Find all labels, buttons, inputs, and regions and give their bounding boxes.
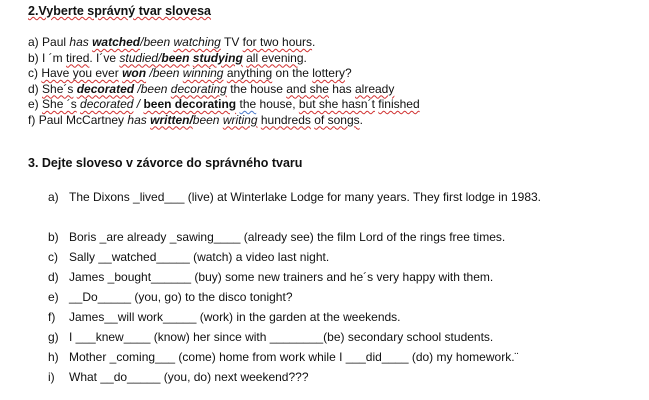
exercise-2-item: b) I ´m tired. I´ve studied/been studying all evening. [28, 50, 307, 65]
exercise-2-item: c) Have you ever won /been winning anything on the lottery? [28, 66, 352, 80]
exercise-3-item: i) What __do_____ (you, do) next weekend??? [48, 370, 309, 384]
exercise-3-item: e) __Do_____ (you, go) to the disco tonight? [48, 290, 293, 304]
exercise-3-item: g) I ___knew____ (know) her since with ________(be) secondary school students. [48, 330, 494, 344]
section-3-title: 3. Dejte sloveso v závorce do správného tvaru [28, 156, 303, 170]
exercise-3-item: c) Sally __watched_____ (watch) a video last night. [48, 250, 330, 264]
section-3-heading [28, 156, 302, 170]
exercise-2-item: a) Paul has watched/been watching TV for two hours. [28, 35, 316, 49]
exercise-3-list [48, 187, 608, 387]
exercise-3-item: h) Mother _coming___ (come) home from work while I ___did____ (do) my homework.¨ [48, 350, 519, 364]
exercise-2-list [28, 35, 420, 128]
exercise-3-item: d) James _bought______ (buy) some new trainers and he´s very happy with them. [48, 270, 494, 284]
exercise-3-item: f) James__will work_____ (work) in the garden at the weekends. [48, 310, 401, 324]
exercise-2-item: d) She´s decorated /been decorating the house and she has already [28, 81, 395, 96]
exercise-3-item: a) The Dixons _lived___ (live) at Winterlake Lodge for many years. They first lodge in 1983. [48, 190, 542, 204]
exercise-2-item: f) Paul McCartney has written/been writing hundreds of songs. [28, 112, 363, 127]
exercise-3-item: b) Boris _are already _sawing____ (already see) the film Lord of the rings free times. [48, 230, 506, 244]
section-2-title: 2.Vyberte správný tvar slovesa [28, 4, 211, 18]
exercise-2-item: e) She ´s decorated / been decorating the house, but she hasn´t finished [28, 97, 420, 111]
section-2-heading [28, 4, 211, 18]
